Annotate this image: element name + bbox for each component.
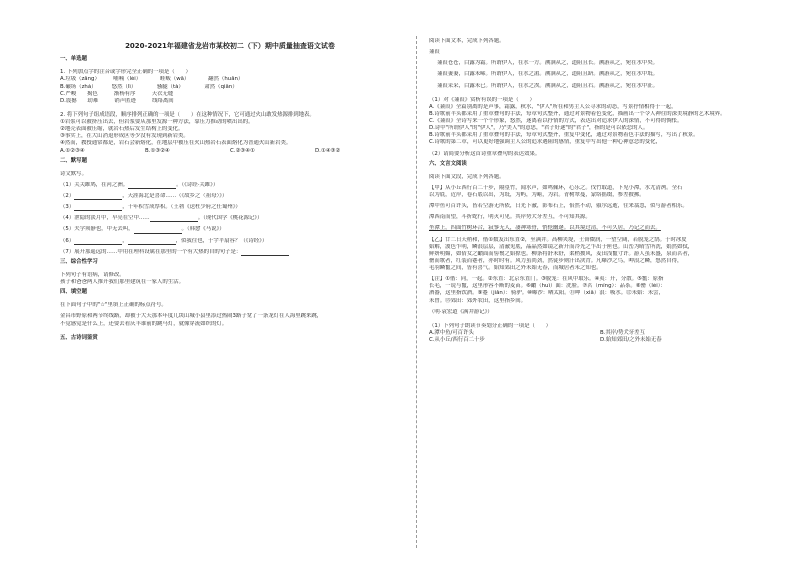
fill-line: （1）关关雎鸠，在河之洲。 。（《诗经·关雎》）: [60, 181, 219, 188]
answer-options: [60, 148, 400, 155]
option-a: A.潭中鱼/可百许头: [429, 329, 474, 336]
page-title: 2020-2021年福建省龙岩市某校初二（下）期中质量抽查语文试卷: [125, 42, 335, 50]
question-stem: （1）对《蒹葭》赏析有误的一项是（ ）: [429, 96, 535, 103]
option-line: B.诗歌前半头都采用了重章叠句的手法，每章句式整齐，通过对景物着色变化，描画出一个令人神往的深美境静的艺术境界。: [429, 110, 726, 117]
annotation-line: 酒器，这里指饮酒。⑨蹇（jiǎn）：骑驴。⑩曝沙：晒太阳。⑪呷（xiā）浪：吸水。⑫未始：未尝，: [429, 290, 664, 297]
right-column: [429, 38, 771, 344]
fill-line: （6） ， ，似我往也，于宇平扇容？（《诗经》）: [60, 237, 268, 244]
source-citation: （明·袁宏道《满井游记》）: [429, 308, 493, 315]
answer-options: [429, 330, 771, 337]
sentence-line: ①岩浆可以被挤压出去，但岩浆要从那里发源一种方法，靠压力推动的喷出出的。: [60, 119, 254, 126]
option-line: C.诗歌的第二章，可以更好地强调主人公的追求遇阻的感情，重复中写出他一种心神意恋的变化，: [429, 139, 661, 146]
fill-line: （2） ，天涯海北是喜命……（《故乡之〈祖母〉》）: [60, 193, 228, 200]
instruction: 下列句子有语病，请修改。: [60, 271, 125, 278]
option-line: D.诗中"所谓伊人"的"伊人"，乃"美人"的意思，"君子好逑"的"君子"，指的是可以依恋的人。: [429, 125, 649, 132]
passage-line: 始解，波色乍明，鳞浪层层，清澈见底，晶晶然如镜之新开而冷光之乍出于匣也。山峦为晴雪所洗，娟然如拭，: [429, 243, 694, 250]
option-c: C.从小丘/西行百二十步: [429, 337, 485, 343]
left-column: [60, 38, 400, 344]
option-c: C.②③④①: [230, 147, 255, 154]
sentence-line: ④然而，教授通常都是，岩石会新熔化，在地层中被压在火山热岩石表面熔化为普通火山新岩类。: [60, 140, 292, 147]
fill-line: （4）泄隐的淡月中，早亮在空中…… 。（现代国学《桃花源记》）: [60, 215, 263, 222]
question-stem: （1）下列句子朗读节奏划分正确的一项是（ ）: [429, 322, 552, 329]
option-line: B.诗歌前半头都采用了重章叠句的手法，每章句式整齐，重复中变化，通过对景物着色手法的描写，写出了秋景。: [429, 132, 699, 139]
passage-line: 潭中鱼可百许头，皆若空游无所依，日光下澈，影布石上，佁然不动，俶尔远逝，往来翕忽，似与游者相乐。: [429, 203, 688, 210]
question-stem: 2. 将下列句子组成语段，顺序排列正确的一项是（ ）在这种情况下，它可通过火山敢发热源排到地表。: [60, 111, 315, 118]
section-heading: 三、综合性学习: [60, 258, 98, 265]
option-line: B.碾场（zhá） 悠然（lì） 骚腿（tà） 肃然（qiān）: [60, 83, 238, 90]
passage-line: 坐潭上，四面竹树环合，寂寥无人，凄神寒骨，悄怆幽邃。以其境过清，不可久居，乃记之而去。: [429, 225, 661, 232]
section-heading: 四、填空题: [60, 289, 87, 296]
instruction: 在下面句子中的"☆"里填上正确的标点符号。: [60, 302, 167, 309]
annotation-line: 【注】①偕：同，一起。②东直：北京东直门。③脱笼：在风中取乐。④夷：开，分散。⑤鬣：原指: [429, 276, 664, 283]
passage-line: 鲜妍明媚，如倩女之靧面而髻鬟之始掠也。柳条将舒未舒，柔梢披风，麦田浅鬣寸许。游人虽未盛，泉而茗者，: [429, 250, 694, 257]
poem-line: 蒹葭采采，白露未已。所谓伊人，在水之涘。溯洄从之，道阻且右。溯游从之，宛在水中沚。: [437, 82, 659, 89]
passage-line: 毛羽鳞鬣之间，皆有喜气。始知郊田之外未始无春，而城居者未之知也。: [429, 265, 602, 271]
option-line: C.严峻 揭色 渐杨有序 天衣无缝: [60, 90, 174, 97]
instruction: 阅读下面文段，完成下列各题。: [429, 173, 505, 180]
column-divider: [416, 36, 417, 548]
option-a: A.①②③④: [60, 147, 85, 154]
instruction: 阅读下面文本，完成下列各题。: [429, 38, 505, 44]
passage-line: 以为底，近岸，卷石底以出，为坻，为屿，为嵁，为岩。青树翠蔓，蒙络摇缀，参差披拂。: [429, 192, 645, 198]
sentence-line: 孩子和爸爸两人推开我们那里建筑在一家人的生活。: [60, 279, 184, 286]
question-stem: 1. 下列加点字的注音或字形完全正确的一项是（ ）: [60, 69, 191, 76]
option-d: D.始知郊田/之外未始无春: [600, 337, 662, 343]
sentence-line: ②地壳表面被压缩，就岩石热后发生结构上的变化。: [60, 126, 184, 133]
section-heading: 二、默写题: [60, 157, 87, 164]
option-d: D.①④③②: [315, 147, 341, 154]
option-line: C.《蒹葭》全诗写来一个个形象，悠然，迷离着以抒情的方式，表达出对追求伊人的深情，不可得的惆怅。: [429, 118, 683, 124]
passage-line: 潭西南而望，斗折蛇行，明灭可见。其岸势犬牙差互，不可知其源。: [429, 214, 591, 221]
option-line: A.《蒹葭》全篇别离的是声事，霜露，秋水，"伊人"所在和男主人公寻求的动态，写景抒情相得于一起，: [429, 103, 677, 110]
question-stem: （2）请简要分析这首诗重章叠句的表达效果。: [429, 150, 541, 157]
poem-title: 蒹葭: [429, 49, 440, 56]
passage-line: 罍而歌者，红装而蹇者，亦时时有。风力虽尚劲，然徒步则汗出浃背。凡曝沙之鸟，呷浪之鳞，悠然自得，: [429, 257, 683, 264]
instruction: 诗文默写。: [60, 170, 87, 177]
option-b: B.其岸/势犬牙差互: [600, 329, 645, 336]
section-heading: 六、文言文阅读: [429, 160, 467, 167]
poem-line: 蒹葭苍苍，白露为霜。所谓伊人，在水一方。溯洄从之，道阻且长。溯游从之，宛在水中央。: [437, 60, 659, 67]
answer-options: [429, 337, 771, 344]
annotation-line: 未曾。⑬郊田：郊外农田，这里指乡间。: [429, 297, 527, 304]
passage-line: 不觉感觉是什么上，还要去看庆丰谁前的跳马灯，就像穿流如织的灯。: [60, 320, 228, 327]
passage-line: 【乙】廿二日天稍和，偕①数友出东直②，至满井。高柳夹堤，土膏微润，一望空阔，若脱笼之鹄。于时冰皮: [429, 236, 687, 243]
passage-line: 金昌市野原和两节终线路，却被于大天那本年度几块山城小县里添过热闹3路子宽了一条龙灯在人海里跳来跳，: [60, 313, 323, 320]
passage-line: 【甲】从小丘西行百二十步，隔篁竹，闻水声，如鸣佩环，心乐之。伐竹取道，下见小潭，水尤清冽。全石: [429, 184, 683, 191]
poem-line: 蒹葭萋萋，白露未晞。所谓伊人，在水之湄。溯洄从之，道阻且跻。溯游从之，宛在水中坻。: [437, 71, 659, 78]
fill-line: （5）夫学须静也，中无去叫， 。（韩愈《马说》）: [60, 226, 225, 233]
fill-line: （7）展开那遥远的……中用在理科设属在那里的一个有大热的自的句子是：: [60, 249, 400, 256]
fill-line: （3） ，千年积雪成厚积。（王勃《送杜少府之任蜀州》）: [60, 204, 241, 211]
sentence-line: ③事实上，在大山消退形成区等少没有发现到新岩类。: [60, 133, 189, 140]
section-heading: 一、单选题: [60, 56, 87, 63]
section-heading: 五、古诗词鉴赏: [60, 334, 98, 341]
option-line: A.垃圾（zāng） 哺喃（lèi） 畦畈（wā） 翻然（huān）: [60, 76, 244, 83]
annotation-line: 长毛，一说与鬣，这里形容不断的麦苗。⑥靧（huì）面：洗脸。⑦茗（míng）：品茶。⑧罍（léi）：: [429, 283, 666, 290]
option-b: B.①③②④: [145, 147, 170, 154]
option-line: D.震撼 劫难 销声匿迹 线络离间: [60, 97, 174, 104]
